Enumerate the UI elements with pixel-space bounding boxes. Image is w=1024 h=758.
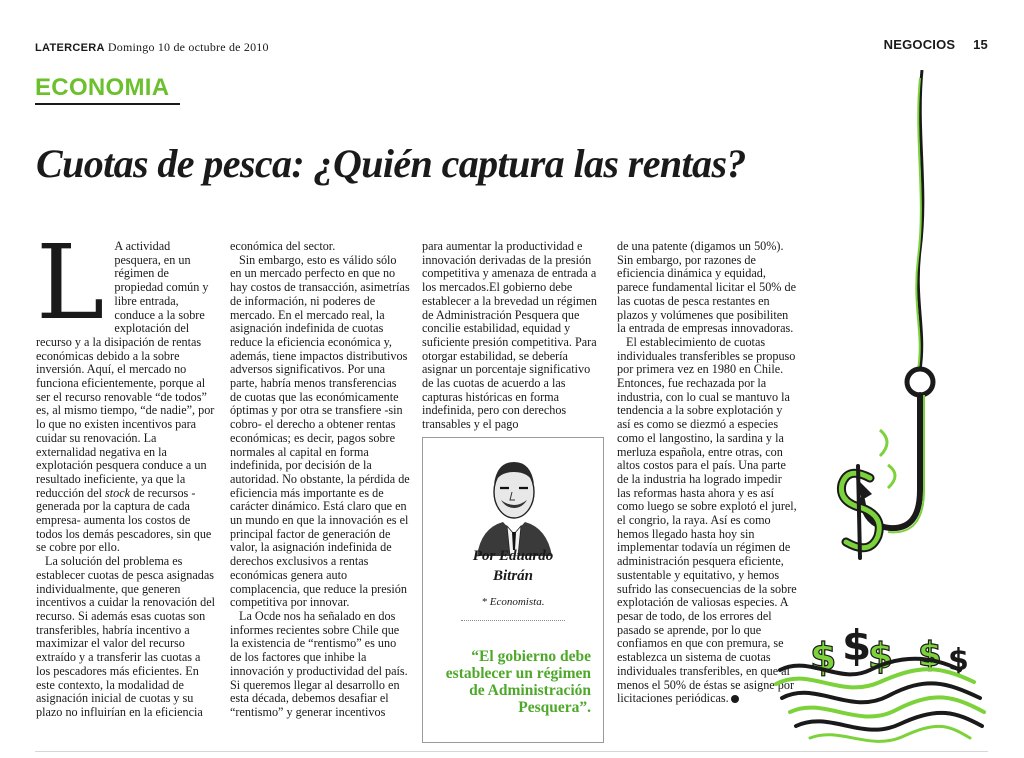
end-mark-icon: [731, 695, 739, 703]
svg-text:$: $: [918, 635, 942, 675]
article-column-1: [36, 223, 216, 720]
page-number: 15: [973, 37, 988, 52]
svg-text:$: $: [868, 636, 894, 677]
page-bottom-rule: [35, 751, 988, 752]
article-column-3: [422, 240, 604, 432]
paragraph: El establecimiento de cuotas individuales transferibles se propuso por primera vez en 1980 en Chile. Entonces, fue rechazada por la industria, con lo cual se mantuvo la tendencia a la sobre explotación y así es como se diezmó a especies como el langostino, la sardina y la merluza española, entre otras, con altos costos para el país. Una parte de la industria ha logrado impedir las reformas hasta ahora y es así como luego se sobre explotó el jurel, el congrio, la raya. Así es como hemos llegado hasta hoy sin implementar todavía un régimen de administración pesquera eficiente, sustentable y equitativo, y hemos sufrido las consecuencias de la sobre explotación de valiosas especies. A pesar de todo, de los errores del pasado se aprende, por lo que confiamos en que con premura, se establezca un sistema de cuotas individuales transferibles, en que al menos el 50% de éstas se asigne por licitaciones periódicas.: [617, 334, 797, 706]
paragraph: La Ocde nos ha señalado en dos informes recientes sobre Chile que la existencia de “rentismo” es uno de los factores que inhibe la innovación y productividad del país. Si queremos llegar al desarrollo en esta década, debemos desafiar el “rentismo” y generar incentivos: [230, 608, 408, 719]
headline: Cuotas de pesca: ¿Quién captura las rentas?: [36, 141, 746, 186]
author-box: [422, 437, 604, 743]
svg-text:$: $: [948, 643, 969, 678]
author-role: * Economista.: [481, 596, 545, 608]
author-portrait: [467, 450, 562, 556]
paragraph: A actividad pesquera, en un régimen de propiedad común y libre entrada, conduce a la sobre explotación del recurso y a la disipación de rentas económicas debido a la sobre inversión. Aquí, el mercado no funciona eficientemente, porque al ser el recurso renovable “de todos” es, al mismo tiempo, “de nadie”, por lo que no existen incentivos para cuidar su renovación. La externalidad negativa en la explotación pesquera conduce a un resultado ineficiente, ya que la reducción del stock de recursos -generada por la captura de cada empresa- aumenta los costos de todos los demás pescadores, sin que se cobre por ello.: [36, 239, 215, 555]
drop-cap: L: [36, 223, 105, 343]
section-label: ECONOMIA: [35, 74, 170, 101]
svg-text:$: $: [810, 635, 837, 679]
issue-date: Domingo 10 de octubre de 2010: [107, 40, 269, 54]
fishing-line-icon: [916, 70, 923, 370]
fishhook-money-illustration: [770, 70, 1024, 758]
divider: [461, 620, 565, 621]
author-name: Por Eduardo Bitrán: [472, 548, 554, 584]
paragraph: de una patente (digamos un 50%). Sin embargo, por razones de eficiencia dinámica y equidad, parece fundamental licitar el 50% de las cuotas de pesca restantes en plazos y volúmenes que posibiliten la entrada de empresas innovadoras.: [617, 239, 796, 336]
section-name: NEGOCIOS: [883, 37, 956, 52]
dollar-sign-icon: [841, 466, 879, 558]
paragraph: La solución del problema es establecer cuotas de pesca asignadas individualmente, que generen incentivos a cuidar la renovación del recurso. Si además esas cuotas son transferibles, habría incentivo a maximizar el valor del recurso extraído y a transferir las cuotas a los pescadores más eficientes. En este contexto, la modalidad de asignación inicial de cuotas y su plazo no influirían en la eficiencia: [36, 554, 216, 719]
pull-quote: “El gobierno debe establecer un régimen de Administración Pesquera”.: [445, 648, 591, 716]
article-column-2: [230, 240, 410, 720]
masthead: [35, 40, 269, 55]
svg-text:$: $: [842, 621, 872, 670]
section-header: [884, 37, 988, 52]
section-rule: [35, 103, 180, 105]
paragraph: para aumentar la productividad e innovación derivadas de la presión competitiva y amenaza de entrada a los mercados.El gobierno debe establecer a la brevedad un régimen de Administración Pesquera que concilie estabilidad, equidad y suficiente presión competitiva. Para otorgar estabilidad, se debería asignar un porcentaje significativo de las cuotas de acuerdo a las capturas históricas en forma indefinida, pero con derechos transables y el pago: [422, 239, 597, 432]
paragraph: Sin embargo, esto es válido sólo en un mercado perfecto en que no hay costos de transacción, asimetrías de información, ni poderes de mercado. En el mercado real, la asignación indefinida de cuotas reduce la eficiencia económica y, además, tiene impactos distributivos adversos significativos. Por una parte, habría menos transferencias de cuotas que las económicamente óptimas y por otra se transfiere -sin cobro- el derecho a obtener rentas económicas; es decir, pagos sobre normales al capital en forma indefinida, por decisión de la autoridad. No obstante, la pérdida de eficiencia más importante es de carácter dinámico. Está claro que en un mundo en que la innovación es el principal factor de generación de valor, la asignación indefinida de derechos exclusivos a rentas económicas genera auto complacencia, que reduce la presión competitiva por innovar.: [230, 252, 410, 610]
newspaper-brand: LATERCERA: [35, 42, 105, 54]
paragraph: económica del sector.: [230, 239, 336, 253]
